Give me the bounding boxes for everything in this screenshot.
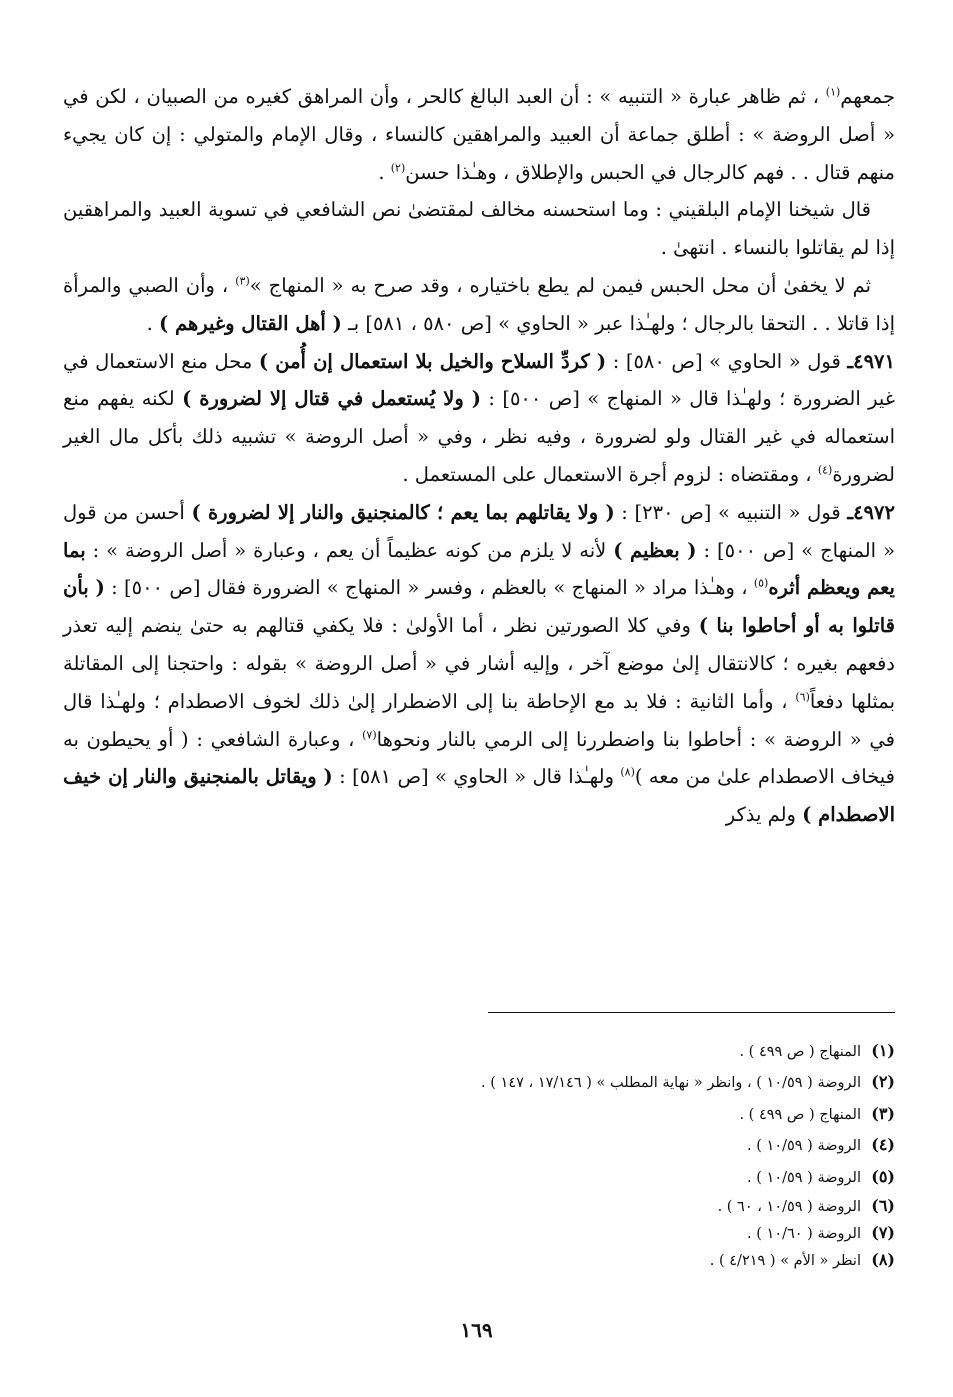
footnote-text: المنهاج ( ص ٤٩٩ ) . <box>739 1106 861 1123</box>
text-run: ثم لا يخفىٰ أن محل الحبس فيمن لم يطع باختياره ، وقد صرح به « المنهاج » <box>249 273 872 297</box>
footnote-number: (٨) <box>871 1250 895 1270</box>
text-run: ، وهـٰذا مراد « المنهاج » بالعظم ، وفسر « المنهاج » الضرورة فقال [ص ٥٠٠] : <box>104 576 754 600</box>
bold-text: ( ويقاتل بالمنجنيق والنار إن خيف الاصطدام ) <box>63 765 895 827</box>
footnote-marker: (٤) <box>817 463 833 477</box>
text-run: ، وأن الصبي والمرأة إذا قاتلا . . التحقا بالرجال ؛ ولهـٰذا عبر « الحاوي » [ص ٥٨٠ ، ٥٨١] بـ <box>63 273 895 335</box>
text-run: لأنه لا يلزم من كونه عظيماً أن يعم ، وعبارة « أصل الروضة » : <box>85 538 614 562</box>
footnote-number: (٢) <box>871 1072 895 1092</box>
footnote-item <box>335 1193 895 1220</box>
footnote-text: الروضة ( ١٠/٥٩ ) . <box>747 1138 861 1155</box>
bold-text: ( ولا يقاتلهم بما يعم ؛ كالمنجنيق والنار إلا لضرورة ) <box>191 500 615 524</box>
bold-text: ( بأن قاتلوا به أو أحاطوا بنا ) <box>63 576 895 638</box>
footnote-item <box>335 1036 895 1067</box>
footnote-marker: (٦) <box>795 690 810 704</box>
footnote-marker: (٥) <box>753 576 769 590</box>
bold-text: ( ولا يُستعمل في قتال إلا لضرورة ) <box>182 387 482 411</box>
footnote-separator <box>488 1012 895 1013</box>
footnote-item <box>335 1162 895 1193</box>
text-run: قال شيخنا الإمام البلقيني : وما استحسنه مخالف لمقتضىٰ نص الشافعي في تسوية العبيد والمراهقين إذا لم يقاتلوا بالنساء . انتهىٰ . <box>63 198 895 260</box>
footnote-item <box>335 1067 895 1098</box>
footnote-item <box>335 1220 895 1247</box>
footnote-number: (٥) <box>871 1166 895 1186</box>
paragraph <box>63 494 895 834</box>
text-run: ولهـٰذا قال « الحاوي » [ص ٥٨١] : <box>332 765 621 789</box>
text-run: قول « التنبيه » [ص ٢٣٠] : <box>614 500 848 524</box>
main-text <box>63 78 895 834</box>
text-run: ، وأما الثانية : فلا بد مع الإحاطة بنا إلى الاضطرار إلىٰ ذلك لخوف الاصطدام ؛ ولهـٰذا قال في « الروضة » : أحاطوا بنا واضطررنا إلى الرمي بالنار ونحوها <box>63 689 895 751</box>
footnote-text: الروضة ( ١٠/٦٠ ) . <box>747 1226 861 1243</box>
page-number: ١٦٩ <box>460 1318 493 1342</box>
footnote-marker: (٨) <box>620 765 635 779</box>
text-run: ، ومقتضاه : لزوم أجرة الاستعمال على المستعمل . <box>402 462 818 486</box>
footnote-marker: (٢) <box>390 161 406 175</box>
footnotes-list <box>335 1036 895 1274</box>
text-run: . <box>146 311 159 335</box>
footnote-number: (٤) <box>871 1135 895 1155</box>
text-run: جمعهم <box>840 85 895 108</box>
bold-text: ( كردِّ السلاح والخيل بلا استعمال إن أُمن ) <box>258 349 607 373</box>
text-run: ولم يذكر <box>725 803 803 827</box>
text-run: ، وعبارة الشافعي : ( أو يحيطون به فيخاف الاصطدام علىٰ من معه ) <box>63 727 895 789</box>
paragraph <box>63 191 895 267</box>
footnote-number: (٦) <box>871 1196 895 1216</box>
bold-text: ( أهل القتال وغيرهم ) <box>158 311 342 335</box>
bold-text: ٤٩٧١ـ <box>847 349 895 373</box>
bold-text: ٤٩٧٢ـ <box>847 500 895 524</box>
text-run: . <box>378 160 391 184</box>
footnote-text: الروضة ( ١٠/٥٩ ) . <box>747 1169 861 1186</box>
text-run: أحسن من قول « المنهاج » [ص ٥٠٠] : <box>63 500 895 562</box>
paragraph <box>63 267 895 343</box>
footnote-marker: (٧) <box>362 728 377 742</box>
footnote-item <box>335 1247 895 1274</box>
footnote-item <box>335 1099 895 1130</box>
text-run: لكنه يفهم منع استعماله في غير القتال ولو لضرورة ، وفيه نظر ، وفي « أصل الروضة » تشبيه ذلك بأكل مال الغير لضرورة <box>63 387 895 486</box>
bold-text: ( بعظيم ) <box>613 538 697 562</box>
paragraph <box>63 343 895 494</box>
footnote-marker: (١) <box>825 85 841 99</box>
footnote-text: المنهاج ( ص ٤٩٩ ) . <box>739 1044 861 1060</box>
footnote-text: الروضة ( ١٠/٥٩ ، ٦٠ ) . <box>717 1199 861 1216</box>
footnote-text: الروضة ( ١٠/٥٩ ) ، وانظر « نهاية المطلب » ( ١٧/١٤٦ ، ١٤٧ ) . <box>481 1075 861 1092</box>
footnote-number: (٣) <box>871 1103 895 1123</box>
footnote-number: (٧) <box>871 1223 895 1243</box>
footnote-marker: (٣) <box>235 274 250 288</box>
footnote-text: انظر « الأم » ( ٤/٢١٩ ) . <box>709 1253 861 1270</box>
text-run: ، ثم ظاهر عبارة « التنبيه » : أن العبد البالغ كالحر ، وأن المراهق كغيره من الصبيان ، لكن في « أصل الروضة » : أطلق جماعة أن العبيد والمراهقين كالنساء ، وقال الإمام والمتولي : إن كان يجيء منهم قتال . . فهم كالرجال في الحبس والإطلاق ، وهـٰذا حسن <box>63 85 895 184</box>
footnote-item <box>335 1130 895 1161</box>
text-run: محل منع الاستعمال في غير الضرورة ؛ ولهـٰذا قال « المنهاج » [ص ٥٠٠] : <box>63 349 895 411</box>
footnote-number: (١) <box>871 1041 895 1060</box>
paragraph <box>63 78 895 191</box>
text-run: قول « الحاوي » [ص ٥٨٠] : <box>606 349 848 373</box>
bold-text: بما يعم ويعظم أثره <box>63 538 895 600</box>
text-run: وفي كلا الصورتين نظر ، أما الأولىٰ : فلا يكفي قتالهم به حتىٰ ينضم إليه تعذر دفعهم بغيره ؛ كالانتقال إلىٰ موضع آخر ، وإليه أشار في « أصل الروضة » بقوله : واحتجنا إلى المقاتلة بمثلها دفعاً <box>63 614 896 713</box>
